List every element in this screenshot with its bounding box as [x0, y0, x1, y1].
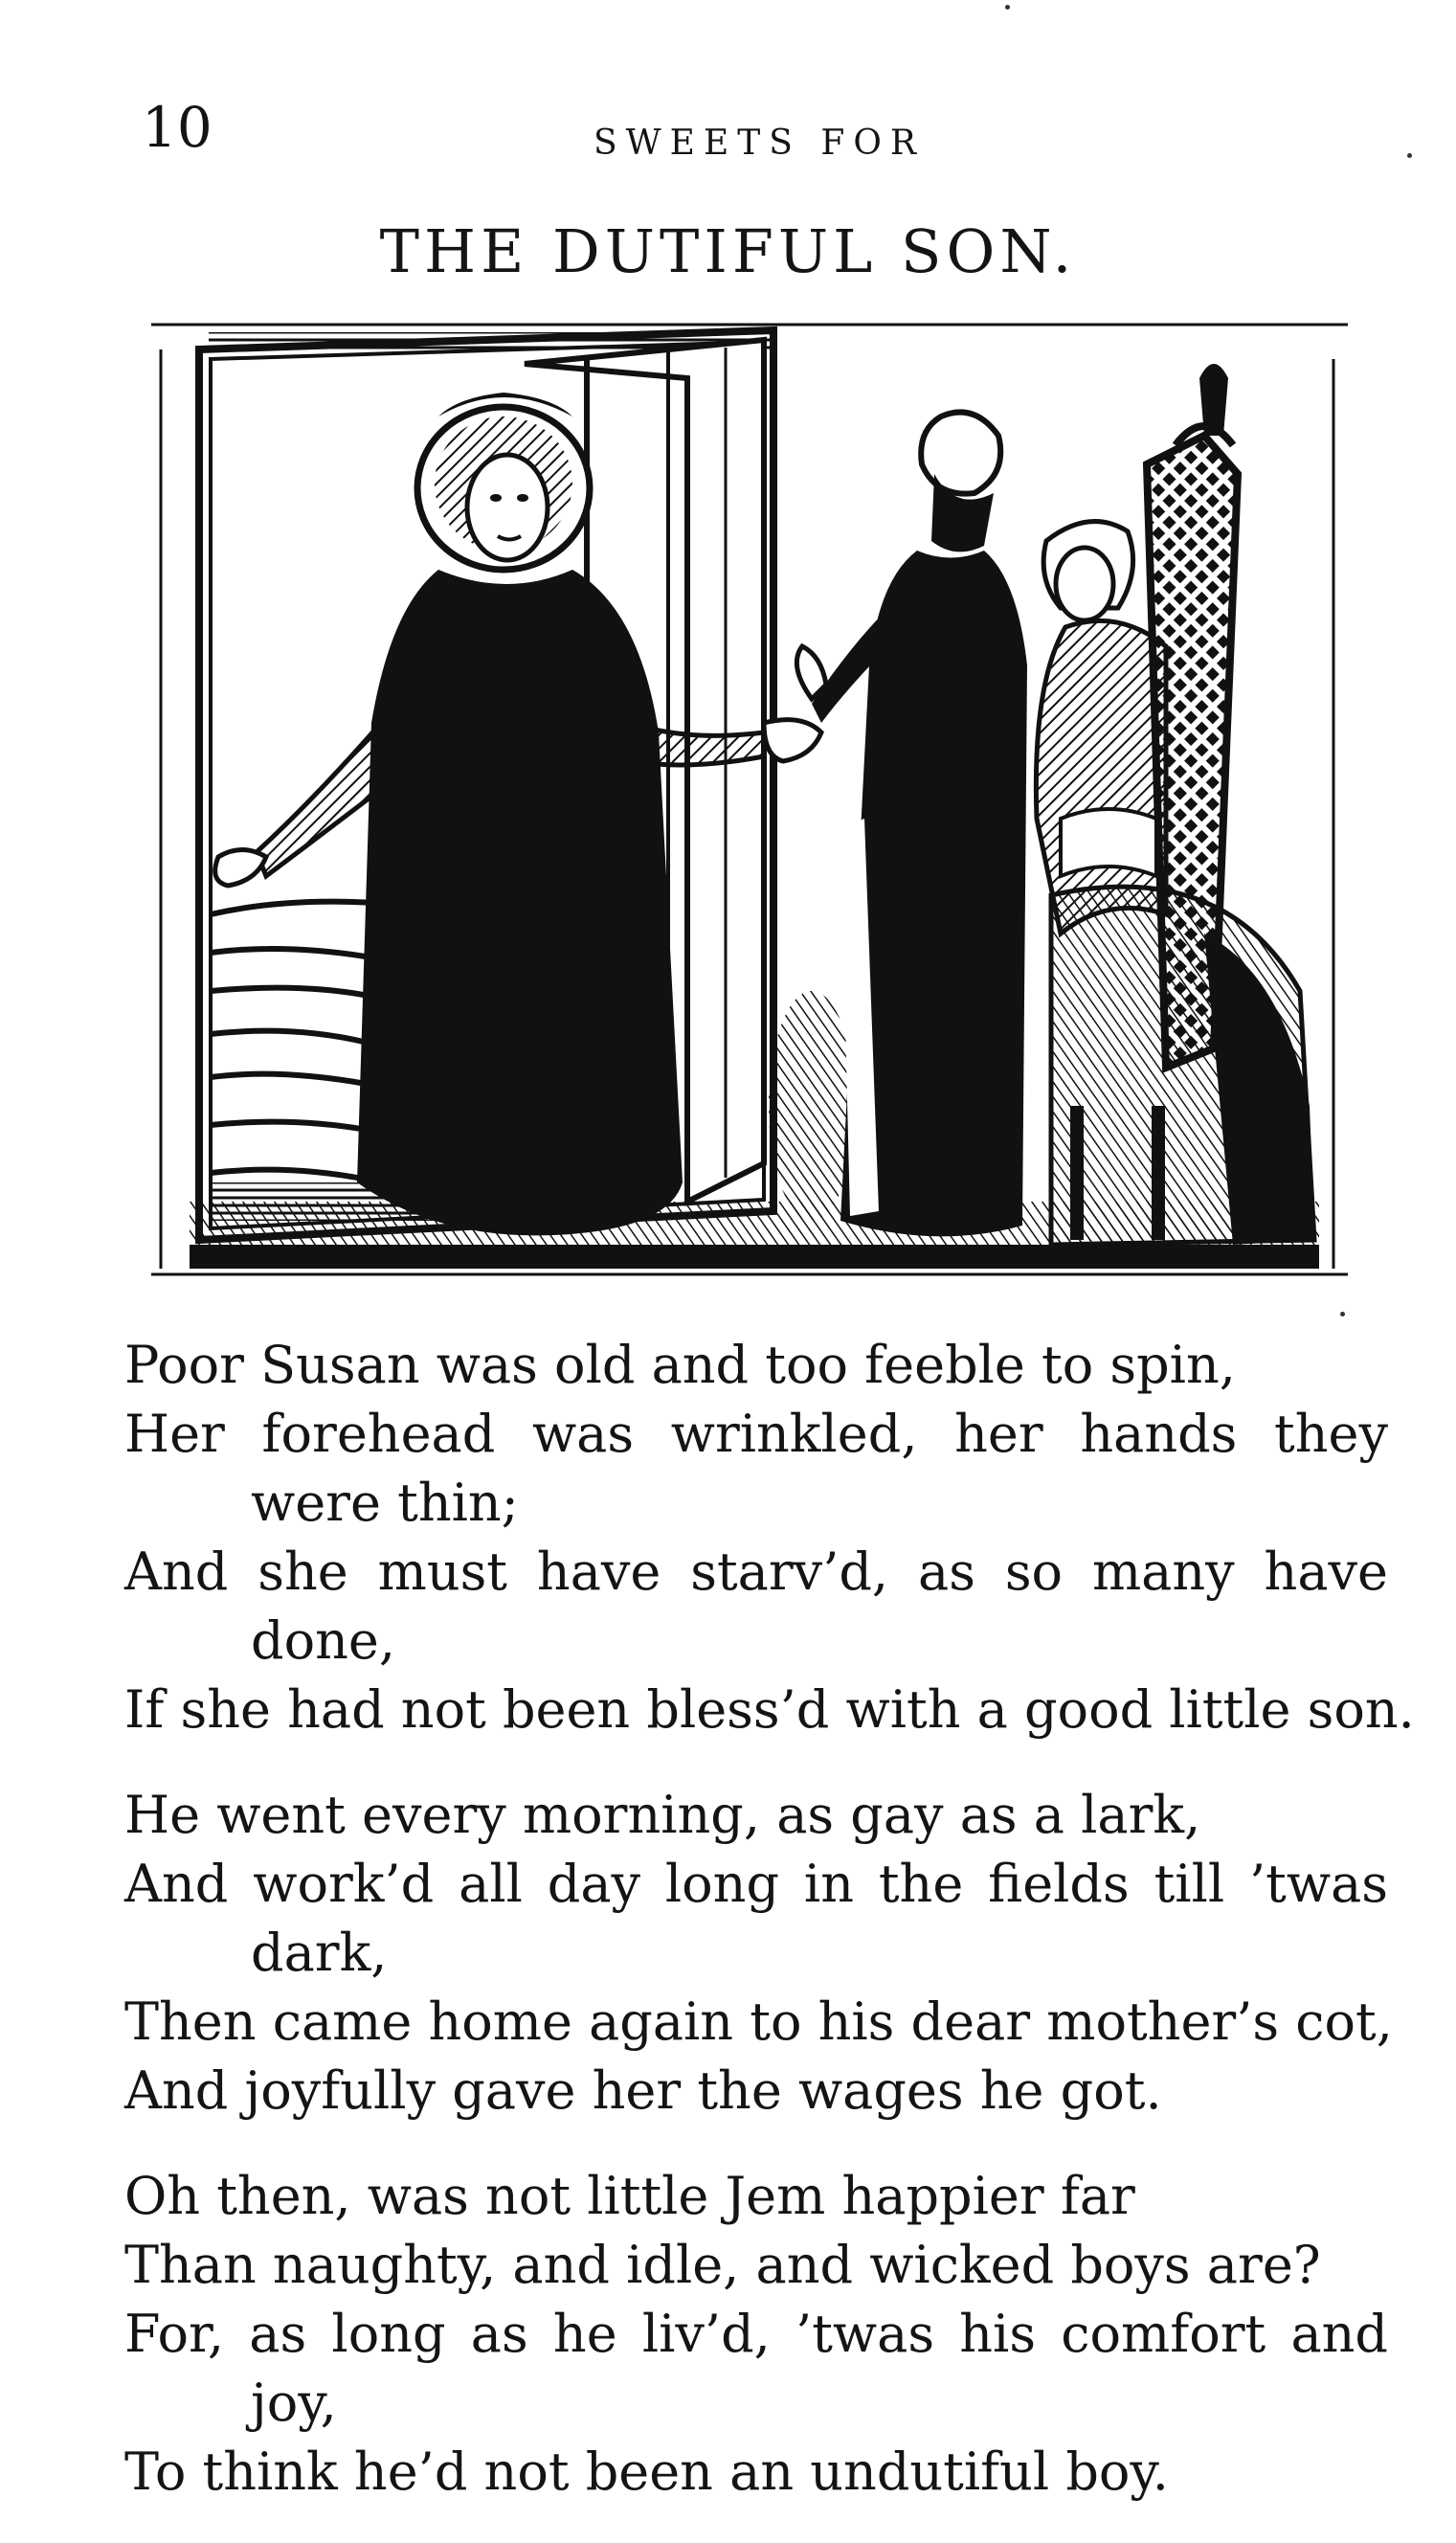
poem-line: Than naughty, and idle, and wicked boys are?: [124, 2235, 1321, 2295]
poem-line: If she had not been bless’d with a good little son.: [124, 1679, 1415, 1740]
poem-line-continuation: were thin;: [251, 1473, 519, 1533]
print-speck: [1340, 1312, 1345, 1317]
poem-line-continuation: done,: [251, 1610, 395, 1671]
print-speck: [1407, 153, 1412, 158]
poem: [124, 1331, 1415, 2543]
poem-title: THE DUTIFUL SON.: [379, 216, 1077, 286]
poem-line: Her forehead was wrinkled, her hands they: [124, 1404, 1388, 1464]
running-head: SWEETS FOR: [594, 124, 925, 163]
poem-line: And she must have starv’d, as so many have: [124, 1542, 1388, 1602]
stanza: [124, 1331, 1415, 1744]
poem-line: Oh then, was not little Jem happier far: [124, 2166, 1135, 2226]
print-speck: [1005, 5, 1010, 10]
poem-line: Then came home again to his dear mother’s cot,: [124, 1992, 1393, 2052]
poem-line: Poor Susan was old and too feeble to spin,: [124, 1335, 1236, 1395]
stanza: [124, 1781, 1393, 2126]
woodcut-illustration: [151, 321, 1348, 1278]
poem-line-continuation: joy,: [251, 2373, 337, 2433]
poem-line: And work’d all day long in the fields till ’twas: [124, 1854, 1388, 1914]
poem-line: To think he’d not been an undutiful boy.: [124, 2442, 1169, 2502]
poem-line: And joyfully gave her the wages he got.: [124, 2060, 1162, 2121]
poem-line: He went every morning, as gay as a lark,: [124, 1785, 1201, 1845]
stanza: [124, 2162, 1388, 2507]
poem-line: For, as long as he liv’d, ’twas his comfort and: [124, 2304, 1388, 2364]
poem-line-continuation: dark,: [251, 1923, 388, 1983]
page-number: 10: [142, 95, 213, 160]
